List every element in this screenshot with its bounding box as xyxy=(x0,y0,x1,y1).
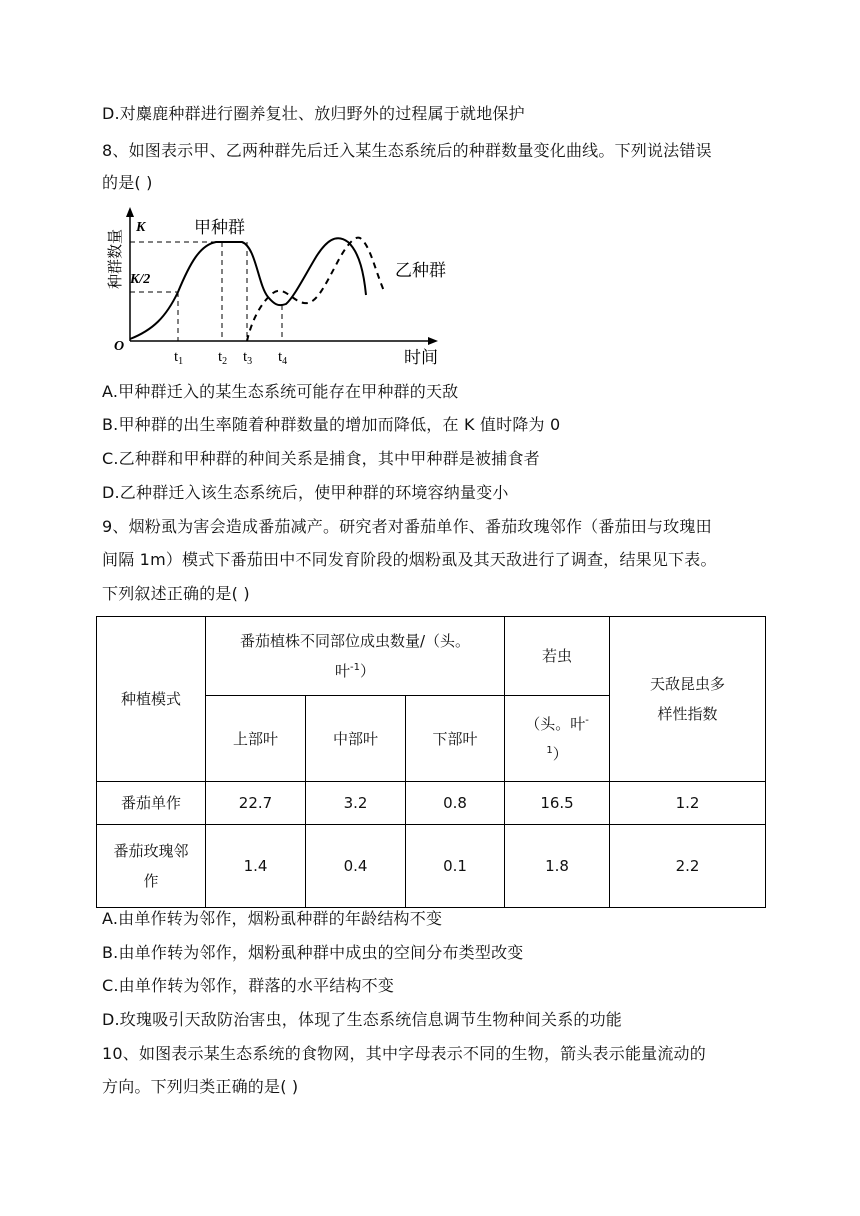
cell-nymph: 1.8 xyxy=(505,825,610,908)
species-b-label: 乙种群 xyxy=(395,261,446,281)
population-curve-figure xyxy=(108,205,468,370)
question-8-option-a: A.甲种群迁入的某生态系统可能存在甲种群的天敌 xyxy=(102,382,459,401)
table-row xyxy=(97,825,766,908)
header-upper-leaf: 上部叶 xyxy=(206,696,306,782)
header-nymph: 若虫 xyxy=(505,617,610,696)
header-middle-leaf: 中部叶 xyxy=(306,696,406,782)
question-9-line-3: 下列叙述正确的是( ) xyxy=(102,584,250,603)
origin-label: O xyxy=(114,339,125,354)
cell-upper: 22.7 xyxy=(206,782,306,825)
t1-label: t xyxy=(174,349,179,365)
line-1: D.对麋鹿种群进行圈养复壮、放归野外的过程属于就地保护 xyxy=(102,104,525,123)
header-enemy-diversity: 天敌昆虫多样性指数 xyxy=(610,617,766,782)
survey-table xyxy=(96,616,766,908)
header-lower-leaf: 下部叶 xyxy=(406,696,505,782)
question-8-line-2: 的是( ) xyxy=(102,173,153,192)
cell-middle: 3.2 xyxy=(306,782,406,825)
t4-label: t xyxy=(278,349,283,365)
t3-label: t xyxy=(243,349,248,365)
k-label: K xyxy=(136,220,146,235)
svg-text:t4: $t_4$ xyxy=(278,349,288,367)
question-9-option-d: D.玫瑰吸引天敌防治害虫，体现了生态系统信息调节生物种间关系的功能 xyxy=(102,1010,623,1029)
question-9-option-a: A.由单作转为邻作，烟粉虱种群的年龄结构不变 xyxy=(102,909,443,928)
cell-enemy: 2.2 xyxy=(610,825,766,908)
t2-label: t xyxy=(218,349,223,365)
cell-lower: 0.1 xyxy=(406,825,505,908)
question-8-line-1: 8、如图表示甲、乙两种群先后迁入某生态系统后的种群数量变化曲线。下列说法错误 xyxy=(102,141,712,160)
species-a-curve xyxy=(130,238,366,339)
cell-middle: 0.4 xyxy=(306,825,406,908)
x-axis-label: 时间 xyxy=(404,348,438,368)
species-b-curve xyxy=(247,238,384,341)
question-10-line-1: 10、如图表示某生态系统的食物网，其中字母表示不同的生物，箭头表示能量流动的 xyxy=(102,1044,706,1063)
species-a-label: 甲种群 xyxy=(194,218,245,238)
table-row xyxy=(97,782,766,825)
cell-nymph: 16.5 xyxy=(505,782,610,825)
question-10-line-2: 方向。下列归类正确的是( ) xyxy=(102,1077,299,1096)
header-adult-count: 番茄植株不同部位成虫数量/（头。 叶$^{-1}$） xyxy=(206,617,505,696)
svg-text:t1: $t_1$ xyxy=(174,349,184,367)
question-8-option-c: C.乙种群和甲种群的种间关系是捕食，其中甲种群是被捕食者 xyxy=(102,449,540,468)
question-9-line-1: 9、烟粉虱为害会造成番茄减产。研究者对番茄单作、番茄玫瑰邻作（番茄田与玫瑰田 xyxy=(102,517,712,536)
svg-text:t3: $t_3$ xyxy=(243,349,253,367)
header-planting-mode: 种植模式 xyxy=(97,617,206,782)
question-8-option-d: D.乙种群迁入该生态系统后，使甲种群的环境容纳量变小 xyxy=(102,483,509,502)
question-9-line-2: 间隔 1m）模式下番茄田中不同发育阶段的烟粉虱及其天敌进行了调查，结果见下表。 xyxy=(102,550,717,569)
question-9-option-c: C.由单作转为邻作，群落的水平结构不变 xyxy=(102,976,395,995)
y-axis-label: 种群数量 xyxy=(106,228,124,289)
svg-text:t2: $t_2$ xyxy=(218,349,228,367)
question-9-option-b: B.由单作转为邻作，烟粉虱种群中成虫的空间分布类型改变 xyxy=(102,943,524,962)
cell-enemy: 1.2 xyxy=(610,782,766,825)
k-half-label: K/2 xyxy=(130,272,151,287)
cell-mode: 番茄单作 xyxy=(97,782,206,825)
cell-upper: 1.4 xyxy=(206,825,306,908)
question-8-option-b: B.甲种群的出生率随着种群数量的增加而降低，在 K 值时降为 0 xyxy=(102,415,561,434)
cell-lower: 0.8 xyxy=(406,782,505,825)
cell-mode: 番茄玫瑰邻作 xyxy=(97,825,206,908)
header-nymph-unit: （头。叶- $^1$） xyxy=(505,696,610,782)
